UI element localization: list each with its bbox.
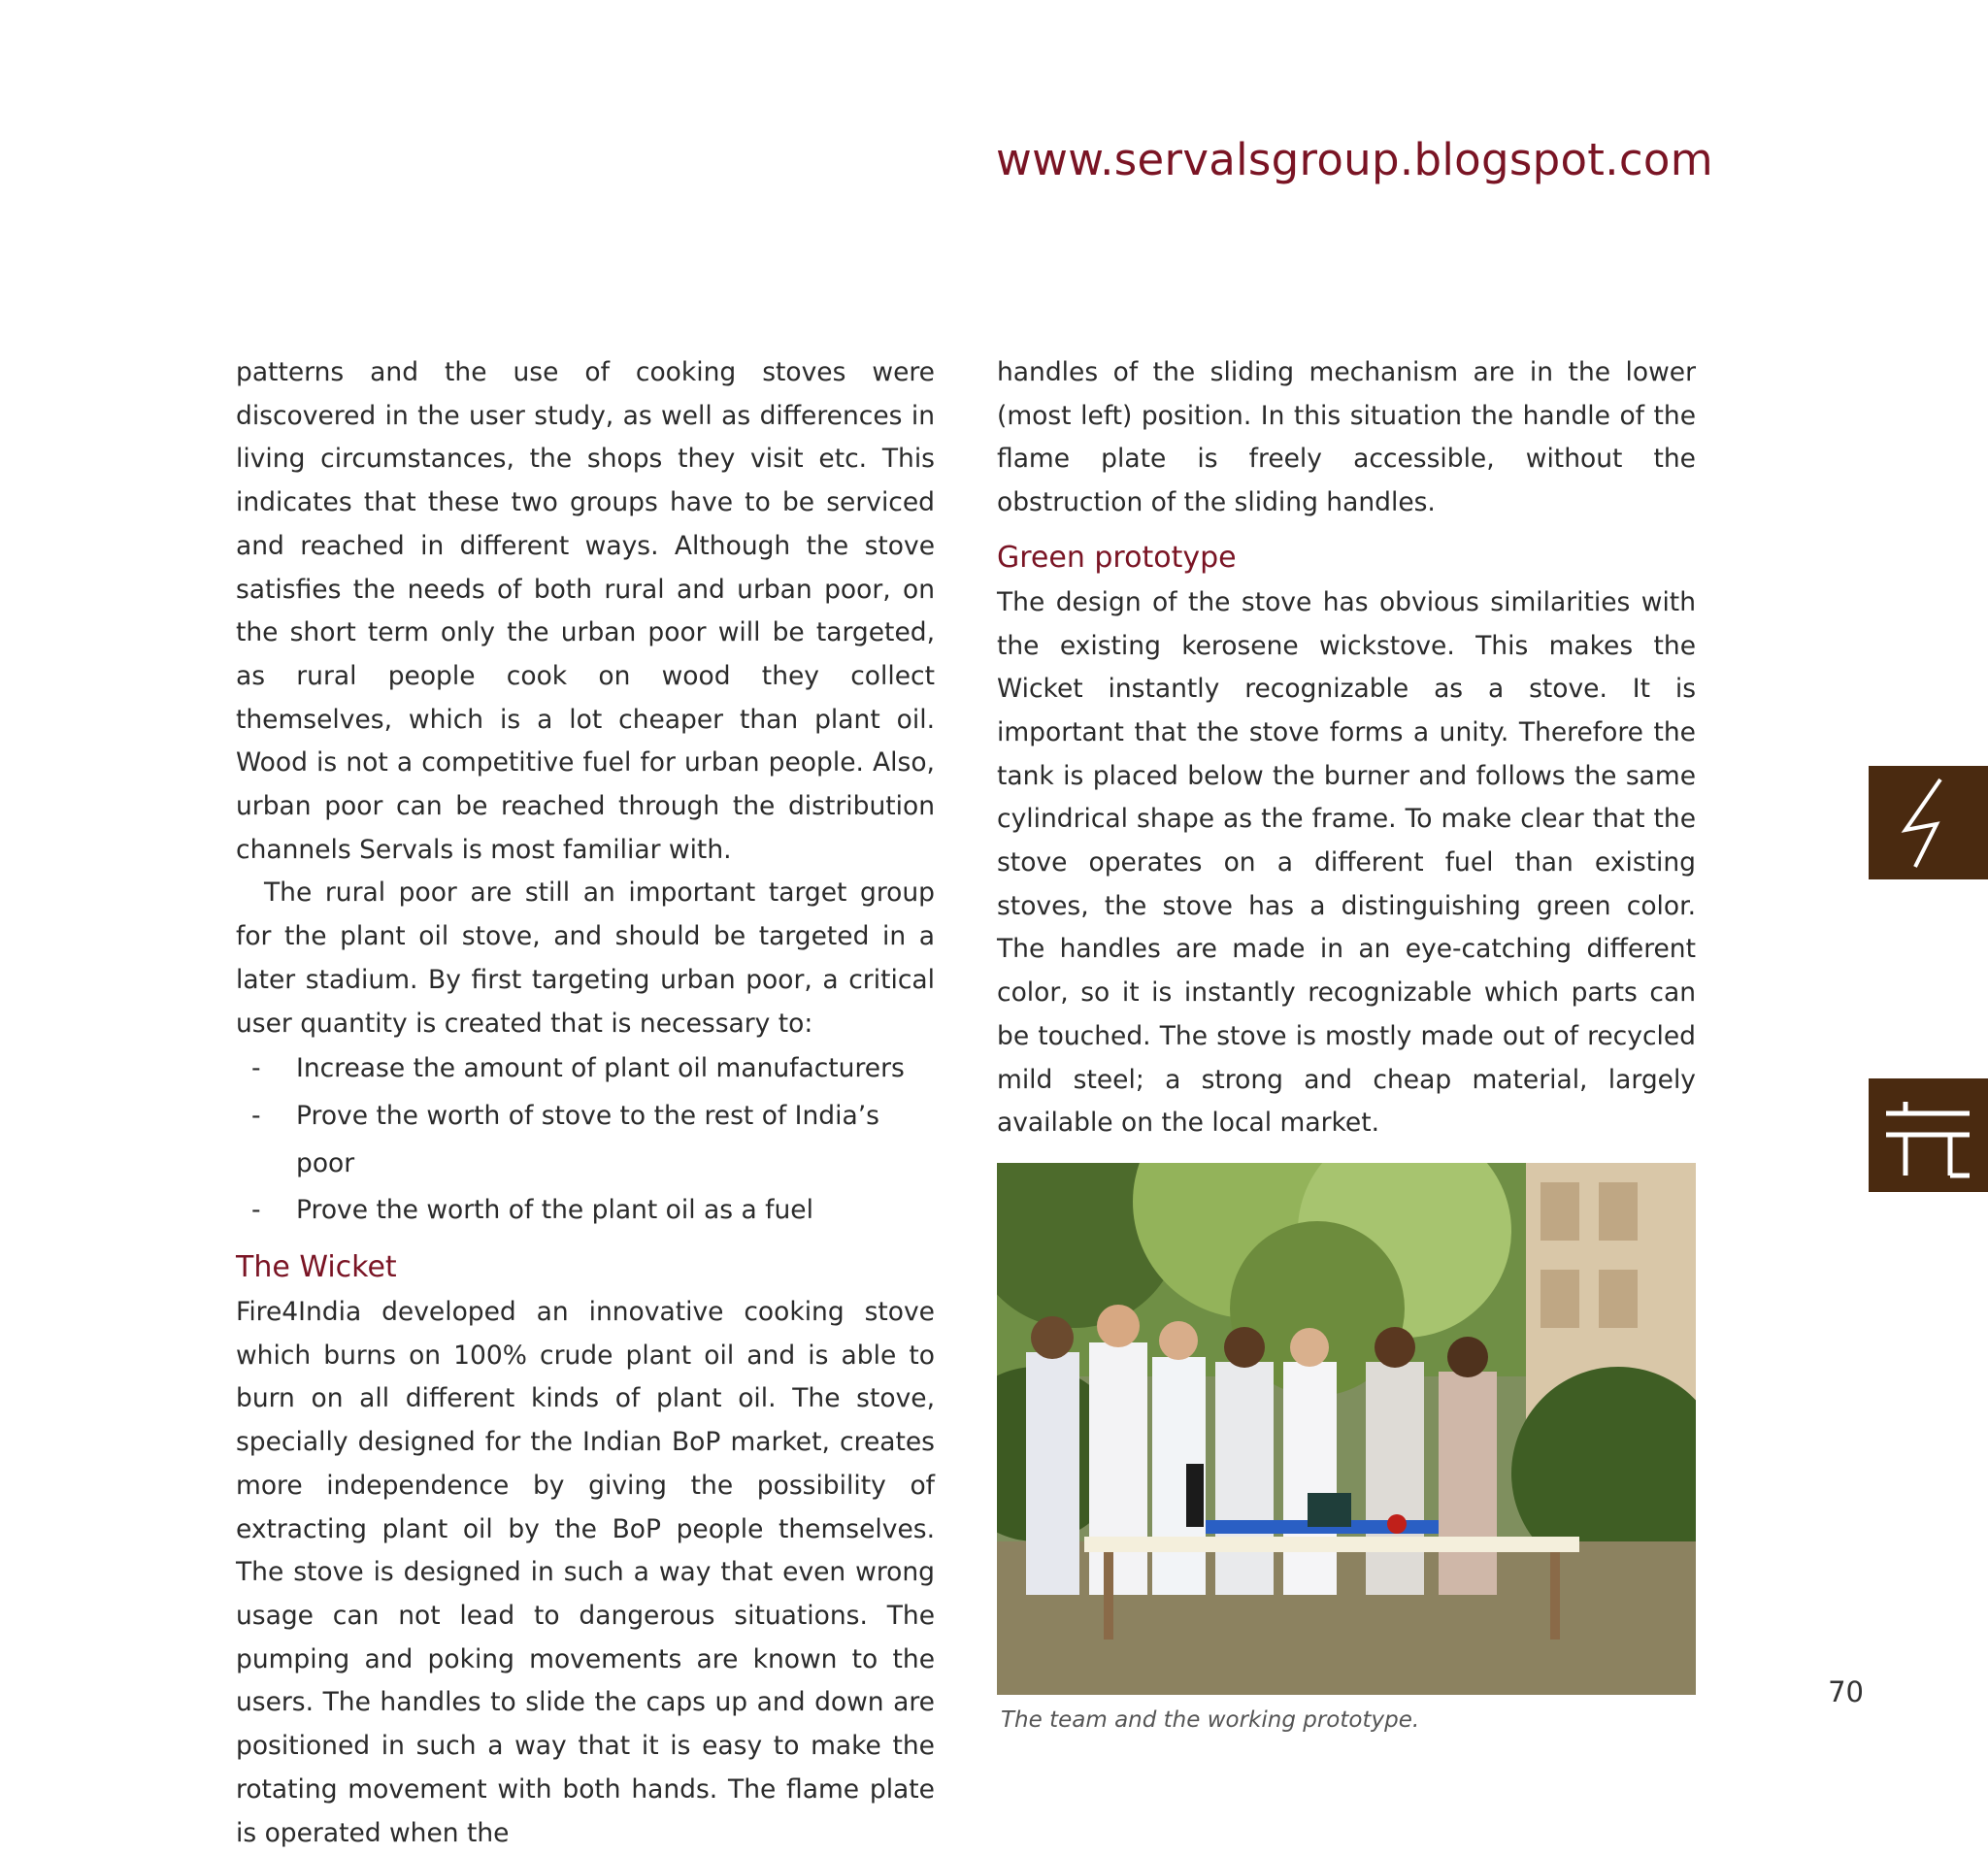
bullet-list — [236, 1045, 935, 1235]
paragraph: The rural poor are still an important target group for the plant oil stove, and should be targeted in a later stadium. By first targeting urban poor, a critical user quantity is created that is necessary to: — [236, 878, 935, 1039]
lightning-icon — [1869, 766, 1988, 879]
list-item-text: Increase the amount of plant oil manufacturers — [296, 1053, 905, 1084]
paragraph: Fire4India developed an innovative cooking stove which burns on 100% crude plant oil and is able to burn on all different kinds of plant oil. The stove, specially designed for the Indian BoP market, creates more independence by giving the possibility of extracting plant oil by the BoP people themselves. The stove is designed in such a way that even wrong usage can not lead to dangerous situations. The pumping and poking movements are known to the users. The handles to slide the caps up and down are positioned in such a way that it is easy to make the rotating movement with both hands. The flame plate is operated when the — [236, 1297, 935, 1848]
bullet-marker: - — [251, 1195, 261, 1226]
section-heading-wicket: The Wicket — [236, 1250, 397, 1285]
list-item — [236, 1045, 935, 1093]
page-number: 70 — [1828, 1675, 1864, 1708]
header-url: www.servalsgroup.blogspot.com — [996, 134, 1713, 185]
circuit-glyph-icon — [1869, 1078, 1988, 1192]
paragraph: patterns and the use of cooking stoves were discovered in the user study, as well as differences in living circumstances, the shops they visit etc. This indicates that these two groups have to be serviced and reached in different ways. Although the stove satisfies the needs of both rural and urban poor, on the short term only the urban poor will be targeted, as rural people cook on wood they collect themselves, which is a lot cheaper than plant oil. Wood is not a competitive fuel for urban people. Also, urban poor can be reached through the distribution channels Servals is most familiar with. — [236, 357, 935, 865]
left-column — [236, 351, 935, 1855]
paragraph: handles of the sliding mechanism are in the lower (most left) position. In this situation the handle of the flame plate is freely accessible, without the obstruction of the sliding handles. — [997, 357, 1696, 518]
right-column — [997, 351, 1696, 1739]
list-item-text: Prove the worth of stove to the rest of India’s poor — [296, 1100, 879, 1178]
paragraph: The design of the stove has obvious similarities with the existing kerosene wickstove. This makes the Wicket instantly recognizable as a stove. It is important that the stove forms a unity. Therefore the tank is placed below the burner and follows the same cylindrical shape as the frame. To make clear that the stove operates on a different fuel than existing stoves, the stove has a distinguishing green color. The handles are made in an eye-catching different color, so it is instantly recognizable which parts can be touched. The stove is mostly made out of recycled mild steel; a strong and cheap material, largely available on the local market. — [997, 586, 1696, 1139]
section-heading-green-prototype: Green prototype — [997, 540, 1237, 575]
bullet-marker: - — [251, 1100, 261, 1131]
side-tab[interactable] — [1869, 766, 1988, 879]
list-item-text: Prove the worth of the plant oil as a fuel — [296, 1195, 813, 1226]
team-photo — [997, 1163, 1696, 1695]
side-tab[interactable] — [1869, 1078, 1988, 1192]
photo-caption: The team and the working prototype. — [1001, 1706, 1420, 1733]
list-item — [236, 1187, 935, 1235]
bullet-marker: - — [251, 1053, 261, 1084]
list-item — [236, 1093, 935, 1187]
